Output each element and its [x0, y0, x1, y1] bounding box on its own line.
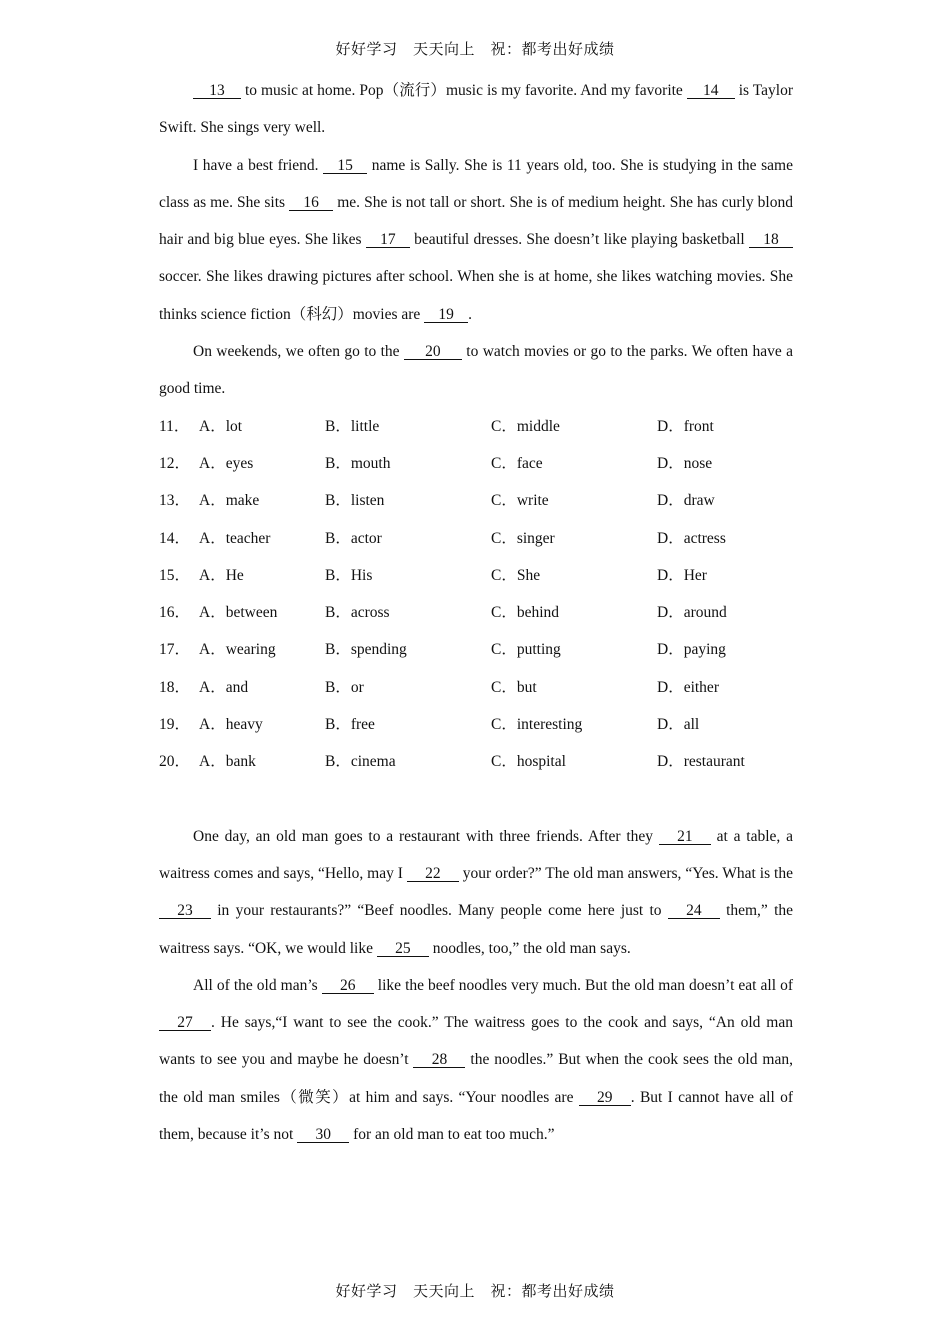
- text: at a table, a waitress comes and says, “Hello, may I: [159, 827, 793, 882]
- blank-15: 15: [323, 158, 367, 174]
- blank-13: 13: [193, 83, 241, 99]
- blank-25: 25: [377, 941, 429, 957]
- blank-23: 23: [159, 903, 211, 919]
- option-a[interactable]: A．and: [199, 678, 249, 696]
- question-row: [159, 445, 793, 482]
- option-a[interactable]: A．wearing: [199, 641, 276, 659]
- text: like the beef noodles very much. But the old man doesn’t eat all of: [373, 976, 793, 994]
- question-number: 14．: [159, 529, 191, 547]
- blank-29: 29: [579, 1090, 631, 1106]
- option-c[interactable]: C．interesting: [491, 716, 583, 734]
- option-b[interactable]: B．His: [325, 566, 373, 584]
- option-b[interactable]: B．spending: [325, 641, 407, 659]
- question-row: [159, 706, 793, 743]
- question-row: [159, 520, 793, 557]
- question-row: [159, 408, 793, 445]
- option-b[interactable]: B．or: [325, 678, 364, 696]
- option-b[interactable]: B．actor: [325, 529, 382, 547]
- question-number: 20．: [159, 753, 191, 771]
- option-b[interactable]: B．mouth: [325, 454, 391, 472]
- option-c[interactable]: C．but: [491, 678, 537, 696]
- blank-26: 26: [322, 978, 374, 994]
- option-d[interactable]: D．restaurant: [657, 753, 745, 771]
- option-c[interactable]: C．middle: [491, 417, 560, 435]
- text: in your restaurants?” “Beef noodles. Many people come here just to: [211, 902, 668, 920]
- text: for an old man to eat too much.”: [349, 1126, 555, 1144]
- option-a[interactable]: A．between: [199, 604, 278, 622]
- question-number: 18．: [159, 678, 191, 696]
- option-a[interactable]: A．eyes: [199, 454, 254, 472]
- option-d[interactable]: D．Her: [657, 566, 707, 584]
- blank-27: 27: [159, 1015, 211, 1031]
- question-row: [159, 631, 793, 668]
- text: One day, an old man goes to a restaurant with three friends. After they: [193, 827, 659, 845]
- option-d[interactable]: D．nose: [657, 454, 713, 472]
- blank-16: 16: [289, 195, 333, 211]
- question-row: [159, 594, 793, 631]
- passage2-paragraph1: [159, 818, 793, 967]
- text: your order?” The old man answers, “Yes. What is the: [458, 864, 793, 882]
- passage2-paragraph2: [159, 967, 793, 1153]
- text: the noodles.” But when the cook sees the old man, the old man smiles（微笑）at him and says. “Your noodles are: [159, 1051, 793, 1106]
- blank-28: 28: [413, 1052, 465, 1068]
- passage1-paragraph3: [159, 333, 793, 408]
- option-b[interactable]: B．little: [325, 417, 380, 435]
- question-options: [159, 408, 793, 781]
- question-number: 15．: [159, 566, 191, 584]
- document-body: [159, 72, 793, 1153]
- option-d[interactable]: D．paying: [657, 641, 726, 659]
- option-b[interactable]: B．across: [325, 604, 390, 622]
- option-c[interactable]: C．behind: [491, 604, 560, 622]
- option-c[interactable]: C．face: [491, 454, 543, 472]
- blank-30: 30: [297, 1127, 349, 1143]
- text: .: [468, 305, 473, 323]
- option-c[interactable]: C．She: [491, 566, 541, 584]
- option-c[interactable]: C．write: [491, 492, 549, 510]
- blank-19: 19: [424, 307, 468, 323]
- option-c[interactable]: C．hospital: [491, 753, 566, 771]
- text: soccer. She likes drawing pictures after school. When she is at home, she likes watching movies. She thinks science fiction（科幻）movies are: [159, 268, 793, 323]
- text: . He says,“I want to see the cook.” The waitress goes to the cook and says, “An old man wants to see you and maybe he doesn’t: [159, 1014, 793, 1069]
- option-d[interactable]: D．actress: [657, 529, 726, 547]
- option-a[interactable]: A．He: [199, 566, 244, 584]
- text: All of the old man’s: [193, 976, 322, 994]
- text: me. She is not tall or short. She is of medium height. She has curly blond hair and big blue eyes. She likes: [159, 193, 793, 249]
- blank-14: 14: [687, 83, 735, 99]
- question-number: 11．: [159, 417, 190, 435]
- passage1-paragraph2: [159, 147, 793, 333]
- question-row: [159, 482, 793, 519]
- option-a[interactable]: A．teacher: [199, 529, 271, 547]
- question-row: [159, 669, 793, 706]
- option-a[interactable]: A．lot: [199, 417, 243, 435]
- text: I have a best friend.: [193, 156, 324, 174]
- text: name is Sally. She is 11 years old, too. She is studying in the same class as me. She sits: [159, 156, 793, 211]
- page-footer: 好好学习 天天向上 祝：都考出好成绩: [335, 1282, 615, 1300]
- text: . But I cannot have all of them, because it’s not: [159, 1088, 793, 1144]
- question-row: [159, 557, 793, 594]
- text: noodles, too,” the old man says.: [428, 939, 631, 957]
- option-b[interactable]: B．listen: [325, 492, 385, 510]
- option-d[interactable]: D．all: [657, 716, 700, 734]
- option-c[interactable]: C．putting: [491, 641, 561, 659]
- option-d[interactable]: D．front: [657, 417, 714, 435]
- text: is Taylor Swift. She sings very well.: [159, 82, 793, 137]
- blank-17: 17: [366, 232, 410, 248]
- text: them,” the waitress says. “OK, we would like: [159, 902, 794, 957]
- question-number: 13．: [159, 492, 191, 510]
- option-c[interactable]: C．singer: [491, 529, 555, 547]
- option-a[interactable]: A．bank: [199, 753, 256, 771]
- option-d[interactable]: D．around: [657, 604, 727, 622]
- passage1-paragraph1: [159, 72, 793, 147]
- text: to music at home. Pop（流行）music is my favorite. And my favorite: [241, 82, 687, 99]
- blank-24: 24: [668, 903, 720, 919]
- question-number: 16．: [159, 604, 191, 622]
- option-b[interactable]: B．free: [325, 716, 375, 734]
- section-gap: [159, 781, 793, 818]
- option-d[interactable]: D．either: [657, 678, 719, 696]
- blank-18: 18: [749, 232, 793, 248]
- page-header: 好好学习 天天向上 祝：都考出好成绩: [335, 40, 615, 58]
- question-number: 12．: [159, 454, 191, 472]
- blank-21: 21: [659, 829, 711, 845]
- blank-20: 20: [404, 344, 462, 360]
- question-row: [159, 743, 793, 780]
- text: beautiful dresses. She doesn’t like playing basketball: [409, 231, 749, 249]
- option-a[interactable]: A．heavy: [199, 716, 263, 734]
- option-d[interactable]: D．draw: [657, 492, 715, 510]
- question-number: 19．: [159, 716, 191, 734]
- option-a[interactable]: A．make: [199, 492, 260, 510]
- question-number: 17．: [159, 641, 191, 659]
- option-b[interactable]: B．cinema: [325, 753, 396, 771]
- text: On weekends, we often go to the: [193, 343, 404, 361]
- text: to watch movies or go to the parks. We often have a good time.: [159, 343, 793, 398]
- blank-22: 22: [407, 866, 459, 882]
